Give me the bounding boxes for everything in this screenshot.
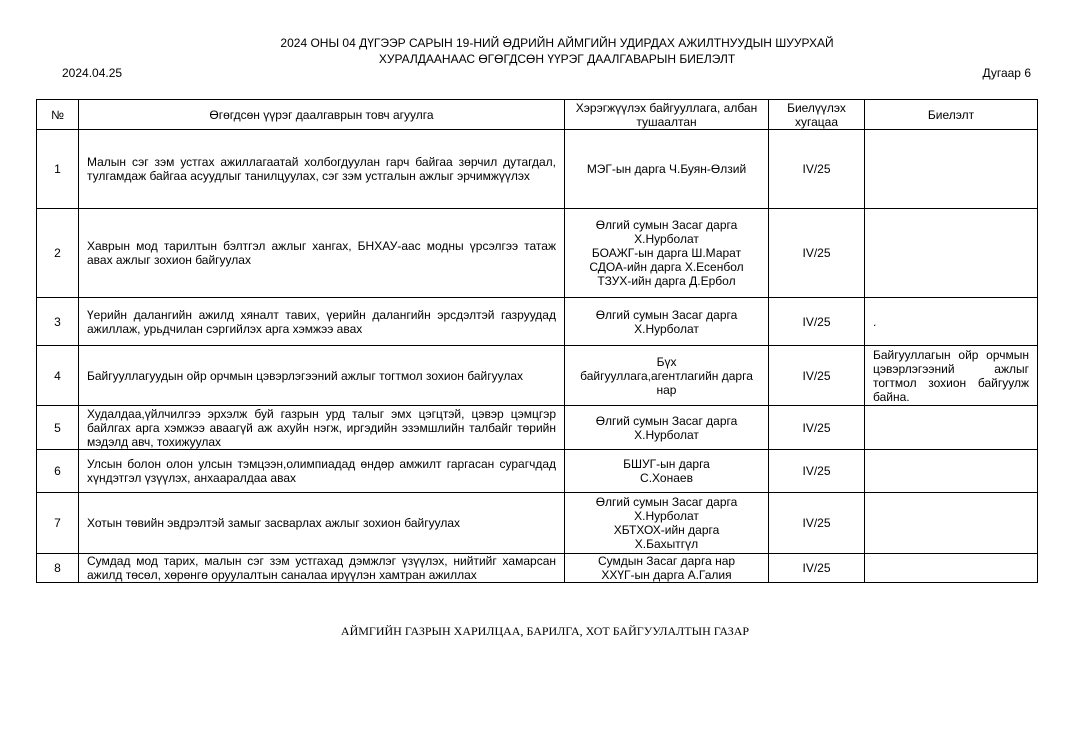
table-row (37, 209, 1038, 298)
document-date: 2024.04.25 (62, 66, 123, 80)
responsible-line: Бүх (656, 354, 677, 369)
row-number: 8 (37, 554, 79, 583)
result-status (865, 130, 1038, 209)
document-title-line1: 2024 ОНЫ 04 ДҮГЭЭР САРЫН 19-НИЙ ӨДРИЙН АЙМГИЙН УДИРДАХ АЖИЛТНУУДЫН ШУУРХАЙ (280, 36, 834, 50)
deadline: IV/25 (769, 406, 865, 450)
row-number: 4 (37, 346, 79, 406)
deadline: IV/25 (769, 450, 865, 493)
table-row (37, 406, 1038, 450)
task-description: Үерийн далангийн ажилд хяналт тавих, үерийн далангийн эрсдэлтэй газруудад ажиллаж, урьдчилан сэргийлэх арга хэмжээ авах (79, 298, 565, 346)
deadline: IV/25 (769, 493, 865, 554)
table-row (37, 493, 1038, 554)
responsible-line: Өлгий сумын Засаг дарга (595, 218, 738, 232)
responsible-line: Сумдын Засаг дарга нар (597, 554, 736, 568)
responsible-party (565, 554, 769, 583)
responsible-party (565, 450, 769, 493)
document-number: Дугаар 6 (982, 66, 1031, 80)
responsible-line: Х.Нурболат (634, 232, 699, 246)
row-number: 1 (37, 130, 79, 209)
responsible-party (565, 493, 769, 554)
result-status (865, 406, 1038, 450)
responsible-line: СДОА-ийн дарга Х.Есенбол (589, 260, 744, 274)
document-title-line2: ХУРАЛДААНААС ӨГӨГДСӨН ҮҮРЭГ ДААЛГАВАРЫН БИЕЛЭЛТ (378, 52, 736, 66)
responsible-line: ХБТХОХ-ийн дарга (613, 523, 720, 537)
responsible-line: Өлгий сумын Засаг дарга (595, 495, 738, 509)
row-number: 5 (37, 406, 79, 450)
result-status (865, 450, 1038, 493)
result-status: Байгууллагын ойр орчмын цэвэрлэгээний ажлыг тогтмол зохион байгуулж байна. (865, 346, 1038, 406)
deadline: IV/25 (769, 209, 865, 298)
deadline: IV/25 (769, 346, 865, 406)
responsible-line: БОАЖГ-ын дарга Ш.Марат (591, 246, 742, 260)
column-header-result: Биелэлт (865, 100, 1038, 130)
column-header-deadline: Биелүүлэх хугацаа (769, 100, 865, 130)
result-status (865, 554, 1038, 583)
responsible-party (565, 130, 769, 209)
task-description: Байгууллагуудын ойр орчмын цэвэрлэгээний ажлыг тогтмол зохион байгуулах (79, 346, 565, 406)
responsible-party (565, 209, 769, 298)
row-number: 3 (37, 298, 79, 346)
table-row (37, 130, 1038, 209)
task-description: Худалдаа,үйлчилгээ эрхэлж буй газрын урд талыг эмх цэгцтэй, цэвэр цэмцгэр байлгах арга хэмжээ аваагүй аж ахуйн нэгж, иргэдийн эзэмшлийн талбайг төрийн мэдэлд авч, тохижуулах (79, 406, 565, 450)
deadline: IV/25 (769, 298, 865, 346)
task-description: Малын сэг зэм устгах ажиллагаатай холбогдуулан гарч байгаа зөрчил дутагдал, тулгамдаж байгаа асуудлыг танилцуулах, сэг зэм устгалын ажлыг эрчимжүүлэх (79, 130, 565, 209)
row-number: 6 (37, 450, 79, 493)
responsible-party (565, 406, 769, 450)
responsible-line: Х.Бахытгүл (634, 537, 699, 551)
responsible-line: Х.Нурболат (634, 321, 699, 336)
responsible-line: Х.Нурболат (634, 427, 699, 442)
column-header-responsible: Хэрэгжүүлэх байгууллага, албан тушаалтан (565, 100, 769, 130)
column-header-task: Өгөгдсөн үүрэг даалгаврын товч агуулга (79, 100, 565, 130)
table-body (37, 130, 1038, 583)
table-row (37, 450, 1038, 493)
deadline: IV/25 (769, 130, 865, 209)
responsible-line: БШУГ-ын дарга (623, 457, 710, 471)
table-row (37, 554, 1038, 583)
responsible-line: нар (656, 382, 677, 397)
row-number: 2 (37, 209, 79, 298)
table-row (37, 298, 1038, 346)
responsible-line: ХХҮГ-ын дарга А.Галия (601, 568, 732, 582)
task-description: Улсын болон олон улсын тэмцээн,олимпиадад өндөр амжилт гаргасан сурагчдад хүндэтгэл үзүүлэх, анхааралдаа авах (79, 450, 565, 493)
table-row (37, 346, 1038, 406)
footer-organization: АЙМГИЙН ГАЗРЫН ХАРИЛЦАА, БАРИЛГА, ХОТ БАЙГУУЛАЛТЫН ГАЗАР (340, 624, 750, 638)
task-description: Хаврын мод тарилтын бэлтгэл ажлыг хангах, БНХАУ-аас модны үрсэлгээ татаж авах ажлыг зохион байгуулах (79, 209, 565, 298)
responsible-line: Өлгий сумын Засаг дарга (595, 307, 738, 322)
responsible-line: байгууллага,агентлагийн дарга (580, 368, 753, 383)
result-status (865, 209, 1038, 298)
responsible-party (565, 346, 769, 406)
responsible-line: Өлгий сумын Засаг дарга (595, 413, 738, 428)
result-status: . (865, 298, 1038, 346)
responsible-party (565, 298, 769, 346)
result-status (865, 493, 1038, 554)
row-number: 7 (37, 493, 79, 554)
column-header-no: № (37, 100, 79, 130)
responsible-line: С.Хонаев (640, 471, 693, 485)
tasks-table (36, 99, 1038, 583)
table-header-row (37, 100, 1038, 130)
responsible-line: Х.Нурболат (634, 509, 699, 523)
responsible-line: МЭГ-ын дарга Ч.Буян-Өлзий (586, 162, 747, 176)
task-description: Хотын төвийн эвдрэлтэй замыг засварлах ажлыг зохион байгуулах (79, 493, 565, 554)
deadline: IV/25 (769, 554, 865, 583)
task-description: Сумдад мод тарих, малын сэг зэм устгахад дэмжлэг үзүүлэх, нийтийг хамарсан ажилд төсөл, хөрөнгө оруулалтын саналаа ирүүлэн хамтран ажиллах (79, 554, 565, 583)
responsible-line: ТЗУХ-ийн дарга Д.Ербол (597, 274, 736, 288)
